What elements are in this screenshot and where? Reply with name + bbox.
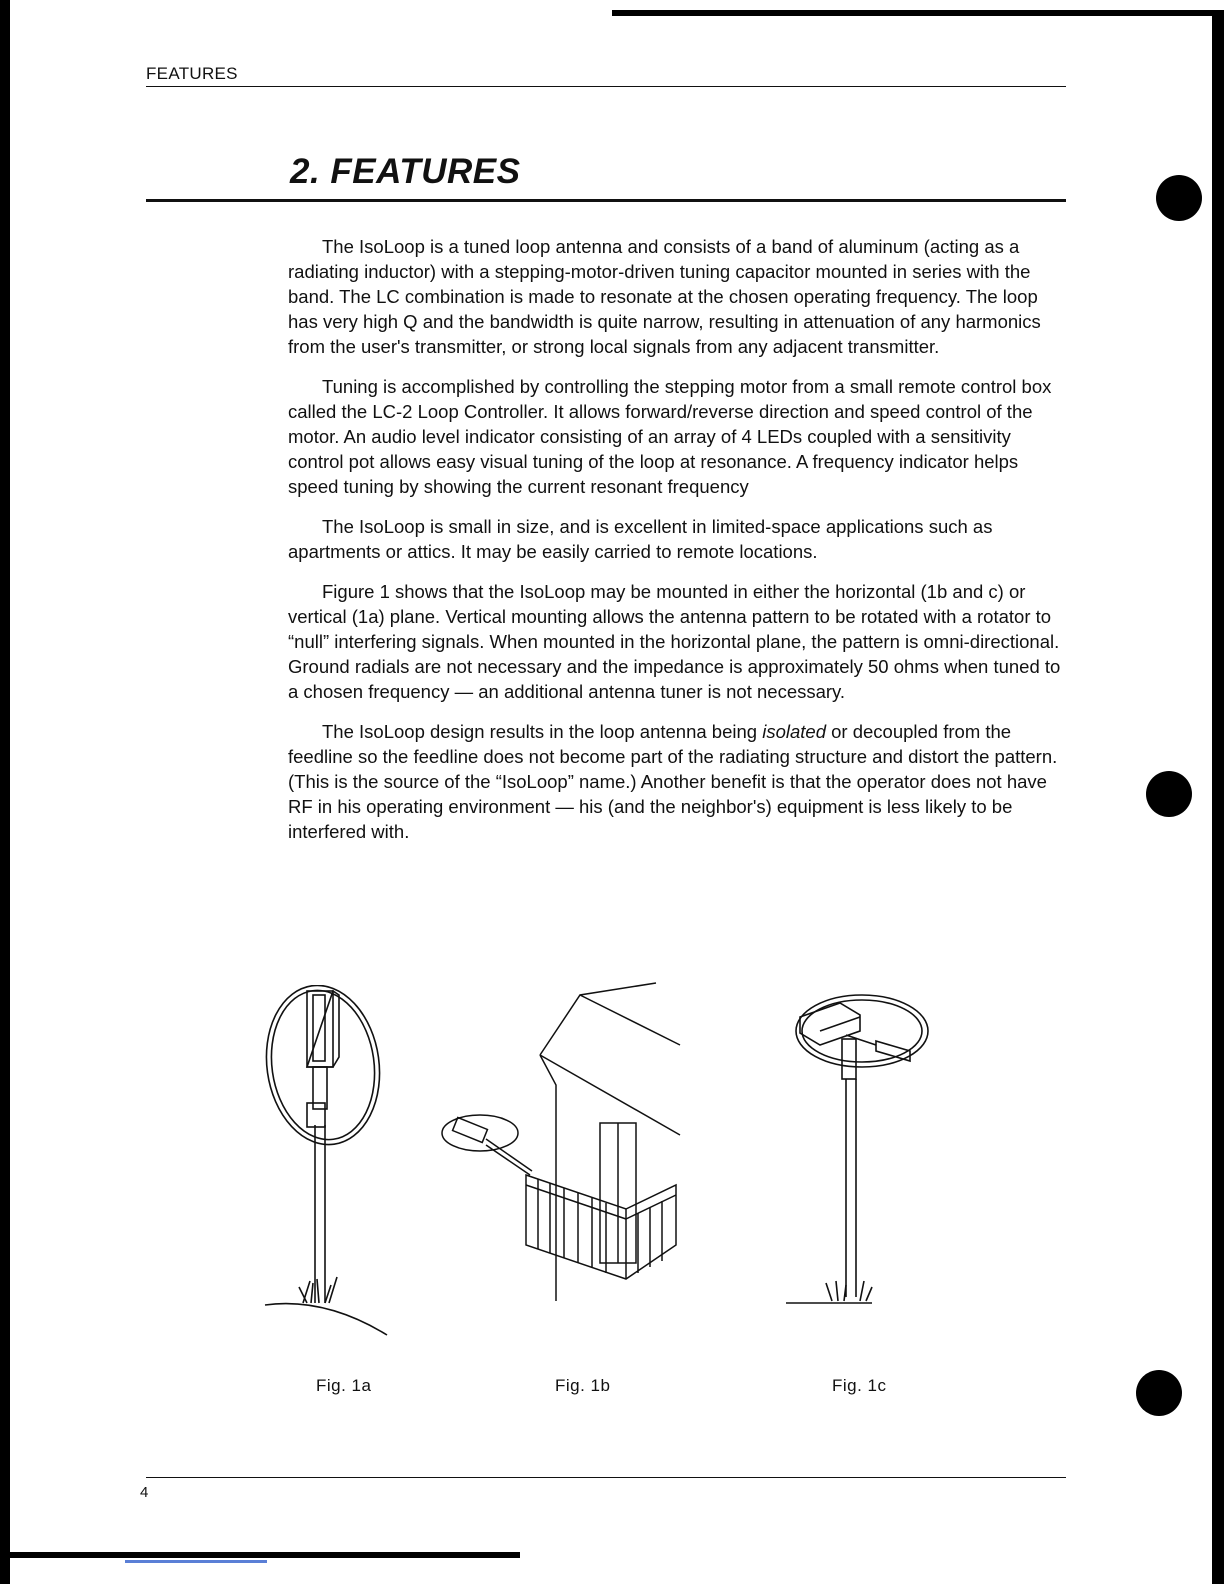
paragraph-5-emphasis: isolated: [762, 721, 826, 742]
figure-1c-caption: Fig. 1c: [832, 1376, 887, 1395]
scan-edge-right: [1212, 12, 1224, 1584]
scan-edge-left: [0, 0, 10, 1584]
title-rule: [146, 199, 1066, 202]
paragraph-1: The IsoLoop is a tuned loop antenna and consists of a band of aluminum (acting as a radiating inductor) with a stepping-motor-driven tuning capacitor mounted in series with the band. The LC combination is made to resonate at the chosen operating frequency. The loop has very high Q and the bandwidth is quite narrow, resulting in attenuation of any harmonics from the user's transmitter, or strong local signals from any adjacent transmitter.: [288, 236, 1041, 357]
footer-rule: [146, 1477, 1066, 1478]
paragraph-3: The IsoLoop is small in size, and is excellent in limited-space applications such as apartments or attics. It may be easily carried to remote locations.: [288, 516, 993, 562]
punch-hole-top: [1156, 175, 1202, 221]
running-head: FEATURES: [146, 64, 238, 83]
header-rule: [146, 86, 1066, 87]
paragraph-5-end: or decoupled from the feedline so the feedline does not become part of the radiating structure and distort the pattern. (This is the source of the “IsoLoop” name.) Another benefit is that the operator does not have RF in his operating environment — his (and the neighbor's) equipment is less likely to be interfered with.: [288, 721, 1058, 842]
paragraph-4: Figure 1 shows that the IsoLoop may be mounted in either the horizontal (1b and c) or vertical (1a) plane. Vertical mounting allows the antenna pattern to be rotated with a rotator to “null” interfering signals. When mounted in the horizontal plane, the pattern is omni-directional. Ground radials are not necessary and the impedance is approximately 50 ohms when tuned to a chosen frequency — an additional antenna tuner is not necessary.: [288, 581, 1061, 702]
punch-hole-middle: [1146, 771, 1192, 817]
scan-edge-top: [612, 10, 1224, 16]
scan-edge-bottom: [0, 1552, 520, 1558]
paragraph-5-start: The IsoLoop design results in the loop antenna being: [322, 721, 763, 742]
punch-hole-bottom: [1136, 1370, 1182, 1416]
scan-edge-bottom-blue: [125, 1560, 267, 1563]
page-number: 4: [140, 1484, 149, 1501]
figure-1a-caption: Fig. 1a: [316, 1376, 372, 1395]
figure-1b-caption: Fig. 1b: [555, 1376, 611, 1395]
section-title: 2. FEATURES: [290, 152, 521, 191]
figure-1c-horizontal-loop: [780, 985, 940, 1325]
paragraph-5: [288, 719, 1064, 844]
paragraph-2: Tuning is accomplished by controlling the stepping motor from a small remote control box called the LC-2 Loop Controller. It allows forward/reverse direction and speed control of the motor. An audio level indicator consisting of an array of 4 LEDs coupled with a sensitivity control pot allows easy visual tuning of the loop at resonance. A frequency indicator helps speed tuning by showing the current resonant frequency: [288, 376, 1052, 497]
body-text: [288, 234, 1064, 859]
figure-1b-balcony-loop: [440, 975, 710, 1305]
figure-1a-vertical-loop: [255, 985, 405, 1345]
